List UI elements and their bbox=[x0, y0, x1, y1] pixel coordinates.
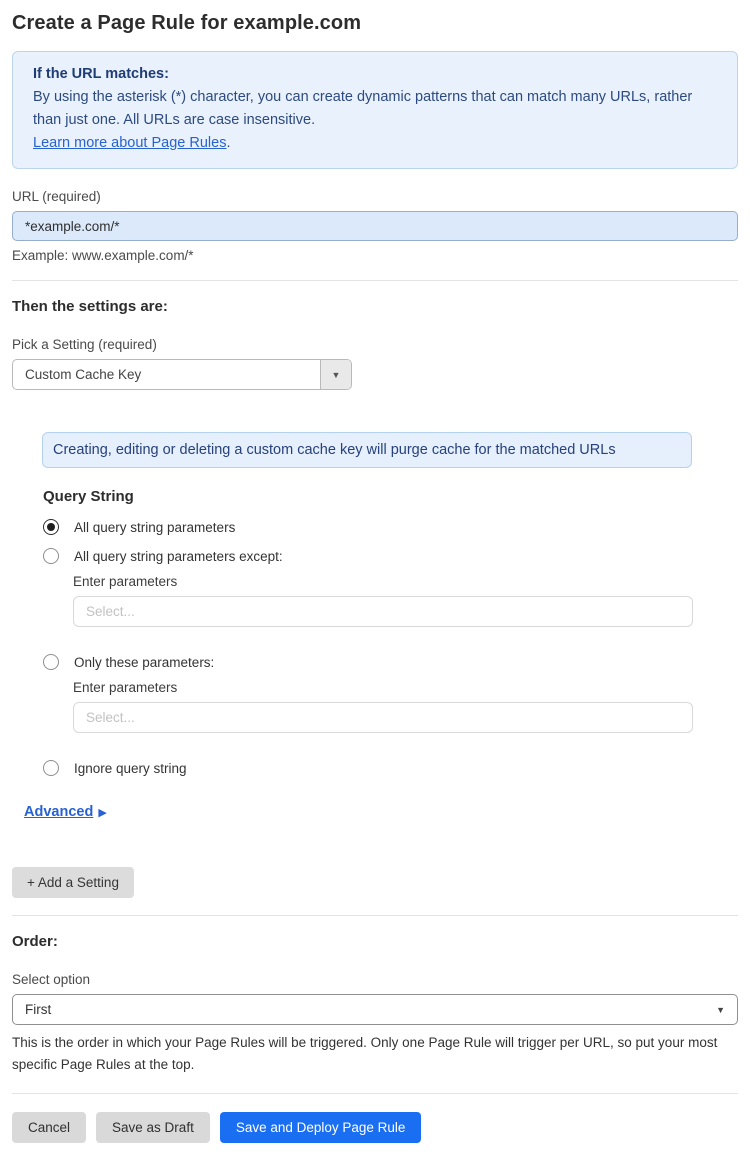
url-example-hint: Example: www.example.com/* bbox=[12, 248, 194, 263]
query-string-heading: Query String bbox=[43, 488, 134, 505]
advanced-toggle[interactable] bbox=[24, 804, 107, 820]
enter-parameters-label: Enter parameters bbox=[73, 680, 178, 695]
url-input[interactable] bbox=[12, 211, 738, 241]
order-select[interactable] bbox=[12, 994, 738, 1025]
info-box-link-line bbox=[33, 132, 717, 155]
radio-unselected-icon[interactable] bbox=[43, 760, 59, 776]
chevron-down-icon[interactable]: ▼ bbox=[320, 360, 351, 389]
only-parameters-sub bbox=[73, 680, 738, 733]
radio-unselected-icon[interactable] bbox=[43, 654, 59, 670]
order-help-text: This is the order in which your Page Rules will be triggered. Only one Page Rule will trigger per URL, so put your most specific Page Rules at the top. bbox=[12, 1035, 718, 1072]
divider bbox=[12, 1093, 738, 1094]
add-setting-button[interactable]: + Add a Setting bbox=[12, 867, 134, 898]
divider bbox=[12, 915, 738, 916]
radio-label: Ignore query string bbox=[74, 760, 187, 776]
pick-setting-label: Pick a Setting (required) bbox=[12, 337, 157, 352]
url-field-label: URL (required) bbox=[12, 189, 101, 204]
only-parameters-input[interactable] bbox=[73, 702, 693, 733]
radio-selected-icon[interactable] bbox=[43, 519, 59, 535]
except-parameters-sub bbox=[73, 574, 738, 627]
advanced-link-label[interactable]: Advanced bbox=[24, 804, 94, 820]
except-parameters-input[interactable] bbox=[73, 596, 693, 627]
info-box-body: By using the asterisk (*) character, you can create dynamic patterns that can match many URLs, rather than just one. All URLs are case insensitive. bbox=[33, 89, 693, 128]
link-period: . bbox=[226, 135, 231, 151]
url-match-info-box bbox=[12, 51, 738, 169]
order-heading: Order: bbox=[12, 933, 58, 950]
radio-all-except[interactable] bbox=[43, 548, 738, 564]
radio-unselected-icon[interactable] bbox=[43, 548, 59, 564]
save-and-deploy-button[interactable]: Save and Deploy Page Rule bbox=[220, 1112, 422, 1143]
radio-ignore-query-string[interactable] bbox=[43, 760, 738, 776]
order-select-label: Select option bbox=[12, 972, 91, 987]
radio-label: All query string parameters except: bbox=[74, 548, 283, 564]
info-box-heading: If the URL matches: bbox=[33, 66, 169, 82]
cancel-button[interactable]: Cancel bbox=[12, 1112, 86, 1143]
divider bbox=[12, 280, 738, 281]
radio-all-query-string-parameters[interactable] bbox=[43, 519, 738, 535]
radio-only-these[interactable] bbox=[43, 654, 738, 670]
query-string-section bbox=[43, 488, 738, 776]
page-title: Create a Page Rule for example.com bbox=[12, 12, 362, 34]
settings-heading: Then the settings are: bbox=[12, 298, 168, 315]
footer-actions bbox=[12, 1112, 738, 1143]
advanced-arrow-icon: ▶ bbox=[98, 806, 107, 819]
learn-more-link[interactable]: Learn more about Page Rules bbox=[33, 135, 227, 151]
save-as-draft-button[interactable]: Save as Draft bbox=[96, 1112, 210, 1143]
setting-dropdown-value: Custom Cache Key bbox=[25, 367, 142, 382]
chevron-down-icon: ▼ bbox=[716, 1004, 725, 1015]
radio-label: All query string parameters bbox=[74, 519, 236, 535]
enter-parameters-label: Enter parameters bbox=[73, 574, 178, 589]
order-select-value: First bbox=[25, 1002, 52, 1017]
setting-dropdown[interactable] bbox=[12, 359, 352, 390]
cache-key-notice: Creating, editing or deleting a custom cache key will purge cache for the matched URLs bbox=[42, 432, 692, 468]
radio-label: Only these parameters: bbox=[74, 654, 215, 670]
